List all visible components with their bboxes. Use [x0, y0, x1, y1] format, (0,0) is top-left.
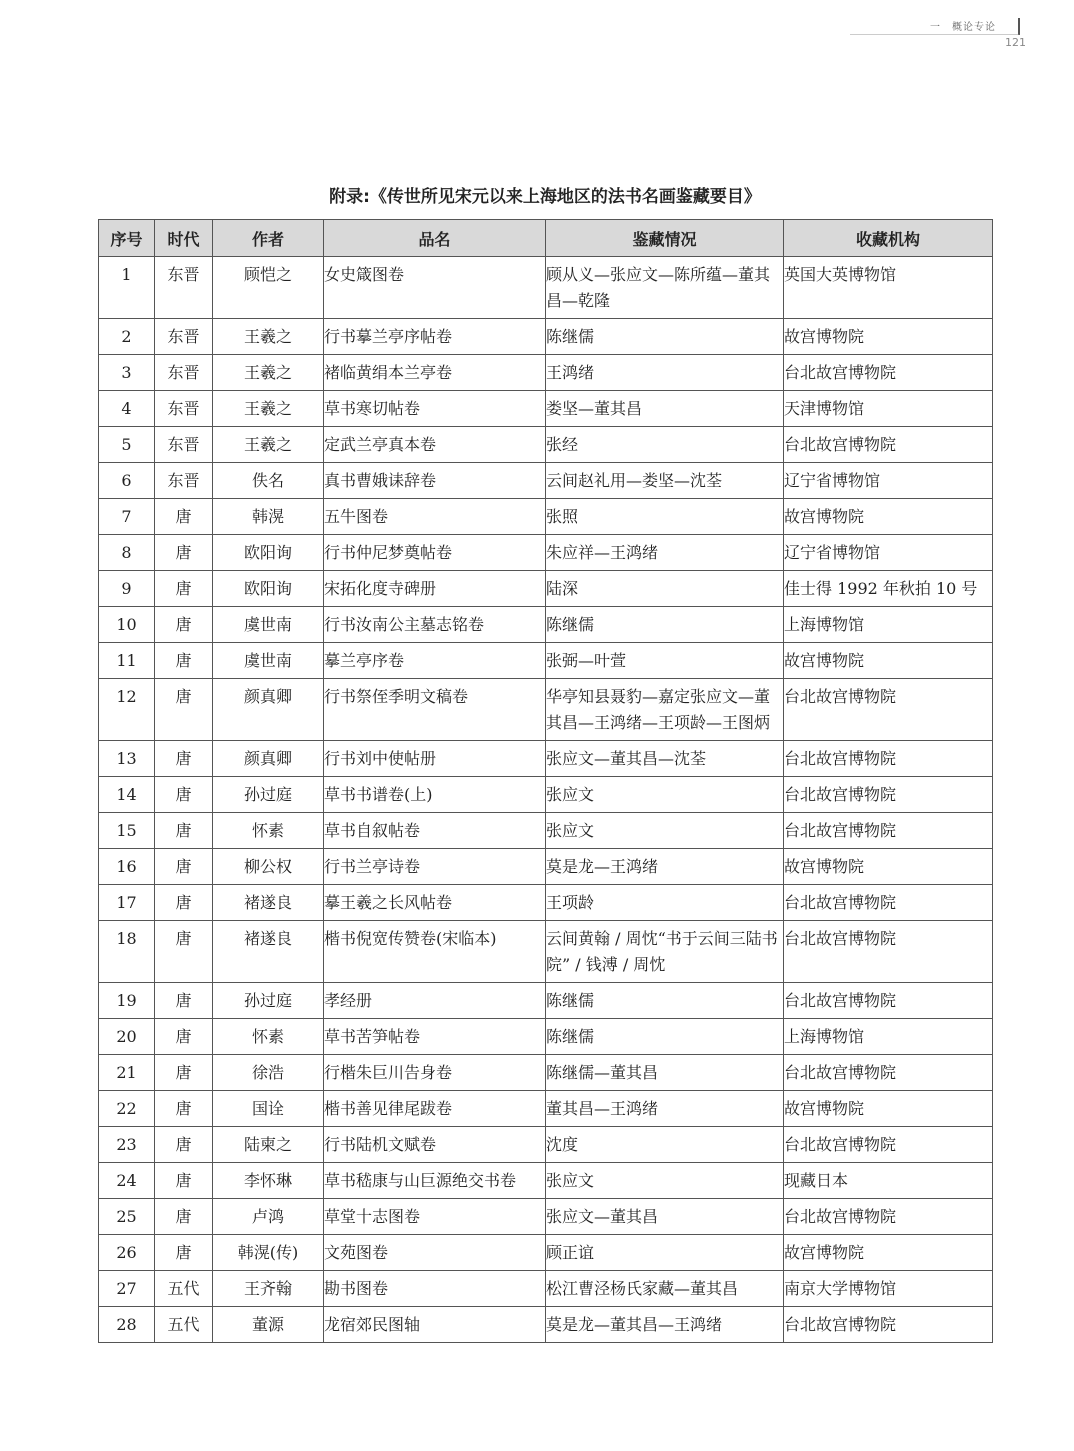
cell-era: 唐 [155, 849, 213, 885]
cell-no: 10 [99, 607, 155, 643]
cell-provenance: 莫是龙—董其昌—王鸿绪 [546, 1307, 784, 1343]
cell-institution: 英国大英博物馆 [784, 257, 993, 319]
cell-institution: 台北故宫博物院 [784, 813, 993, 849]
cell-no: 23 [99, 1127, 155, 1163]
cell-institution: 现藏日本 [784, 1163, 993, 1199]
cell-provenance: 松江曹泾杨氏家藏—董其昌 [546, 1271, 784, 1307]
cell-author: 欧阳询 [213, 571, 324, 607]
cell-provenance: 张应文 [546, 1163, 784, 1199]
column-header-provenance: 鉴藏情况 [546, 220, 784, 257]
cell-era: 唐 [155, 1199, 213, 1235]
cell-provenance: 华亭知县聂豹—嘉定张应文—董其昌—王鸿绪—王项龄—王图炳 [546, 679, 784, 741]
table-row [99, 391, 993, 427]
cell-author: 王羲之 [213, 391, 324, 427]
cell-institution: 上海博物馆 [784, 607, 993, 643]
cell-work: 五牛图卷 [324, 499, 546, 535]
cell-institution: 台北故宫博物院 [784, 1127, 993, 1163]
cell-provenance: 张弼—叶萱 [546, 643, 784, 679]
table-row [99, 1091, 993, 1127]
cell-era: 唐 [155, 1019, 213, 1055]
table-row [99, 1199, 993, 1235]
cell-institution: 台北故宫博物院 [784, 355, 993, 391]
cell-institution: 故宫博物院 [784, 499, 993, 535]
table-row [99, 1127, 993, 1163]
cell-author: 虞世南 [213, 607, 324, 643]
cell-provenance: 张应文 [546, 813, 784, 849]
cell-work: 勘书图卷 [324, 1271, 546, 1307]
cell-no: 19 [99, 983, 155, 1019]
cell-institution: 台北故宫博物院 [784, 885, 993, 921]
cell-no: 21 [99, 1055, 155, 1091]
cell-era: 唐 [155, 885, 213, 921]
cell-author: 褚遂良 [213, 921, 324, 983]
cell-institution: 故宫博物院 [784, 1235, 993, 1271]
cell-no: 25 [99, 1199, 155, 1235]
cell-no: 18 [99, 921, 155, 983]
cell-provenance: 董其昌—王鸿绪 [546, 1091, 784, 1127]
cell-author: 褚遂良 [213, 885, 324, 921]
cell-provenance: 陆深 [546, 571, 784, 607]
cell-era: 唐 [155, 679, 213, 741]
cell-institution: 台北故宫博物院 [784, 777, 993, 813]
table-row [99, 983, 993, 1019]
table-row [99, 813, 993, 849]
cell-no: 9 [99, 571, 155, 607]
section-label: 一 概论专论 [930, 22, 996, 33]
cell-no: 26 [99, 1235, 155, 1271]
cell-provenance: 张应文 [546, 777, 784, 813]
cell-institution: 辽宁省博物馆 [784, 463, 993, 499]
cell-work: 草书寒切帖卷 [324, 391, 546, 427]
cell-work: 宋拓化度寺碑册 [324, 571, 546, 607]
table-row [99, 921, 993, 983]
cell-work: 摹王羲之长风帖卷 [324, 885, 546, 921]
cell-era: 唐 [155, 607, 213, 643]
cell-author: 颜真卿 [213, 741, 324, 777]
cell-provenance: 张应文—董其昌—沈荃 [546, 741, 784, 777]
cell-no: 15 [99, 813, 155, 849]
table-row [99, 885, 993, 921]
cell-provenance: 娄坚—董其昌 [546, 391, 784, 427]
table-row [99, 319, 993, 355]
cell-institution: 台北故宫博物院 [784, 679, 993, 741]
table-row [99, 643, 993, 679]
cell-author: 韩滉 [213, 499, 324, 535]
cell-institution: 天津博物馆 [784, 391, 993, 427]
cell-author: 国诠 [213, 1091, 324, 1127]
cell-provenance: 朱应祥—王鸿绪 [546, 535, 784, 571]
cell-work: 行楷朱巨川告身卷 [324, 1055, 546, 1091]
cell-no: 11 [99, 643, 155, 679]
cell-author: 王羲之 [213, 427, 324, 463]
cell-work: 行书汝南公主墓志铭卷 [324, 607, 546, 643]
cell-no: 22 [99, 1091, 155, 1127]
cell-era: 唐 [155, 1163, 213, 1199]
cell-work: 楷书倪宽传赞卷(宋临本) [324, 921, 546, 983]
cell-era: 唐 [155, 813, 213, 849]
cell-work: 行书刘中使帖册 [324, 741, 546, 777]
cell-provenance: 张应文—董其昌 [546, 1199, 784, 1235]
cell-author: 虞世南 [213, 643, 324, 679]
cell-no: 4 [99, 391, 155, 427]
column-header-author: 作者 [213, 220, 324, 257]
table-row [99, 679, 993, 741]
cell-author: 李怀琳 [213, 1163, 324, 1199]
cell-institution: 故宫博物院 [784, 849, 993, 885]
cell-no: 5 [99, 427, 155, 463]
cell-work: 女史箴图卷 [324, 257, 546, 319]
cell-work: 真书曹娥诔辞卷 [324, 463, 546, 499]
cell-work: 楷书善见律尾跋卷 [324, 1091, 546, 1127]
cell-no: 14 [99, 777, 155, 813]
cell-work: 孝经册 [324, 983, 546, 1019]
cell-work: 草书书谱卷(上) [324, 777, 546, 813]
cell-work: 定武兰亭真本卷 [324, 427, 546, 463]
table-row [99, 571, 993, 607]
table-row [99, 463, 993, 499]
cell-provenance: 张经 [546, 427, 784, 463]
cell-provenance: 云间赵礼用—娄坚—沈荃 [546, 463, 784, 499]
cell-no: 1 [99, 257, 155, 319]
cell-provenance: 莫是龙—王鸿绪 [546, 849, 784, 885]
cell-era: 唐 [155, 1091, 213, 1127]
cell-era: 唐 [155, 921, 213, 983]
table-row [99, 1271, 993, 1307]
cell-author: 徐浩 [213, 1055, 324, 1091]
cell-provenance: 陈继儒 [546, 983, 784, 1019]
table-row [99, 257, 993, 319]
cell-era: 唐 [155, 643, 213, 679]
cell-no: 12 [99, 679, 155, 741]
cell-provenance: 王项龄 [546, 885, 784, 921]
table-row [99, 607, 993, 643]
cell-no: 16 [99, 849, 155, 885]
cell-no: 27 [99, 1271, 155, 1307]
cell-institution: 南京大学博物馆 [784, 1271, 993, 1307]
cell-era: 唐 [155, 1055, 213, 1091]
cell-no: 8 [99, 535, 155, 571]
cell-author: 怀素 [213, 1019, 324, 1055]
cell-no: 2 [99, 319, 155, 355]
table-row [99, 777, 993, 813]
cell-work: 龙宿郊民图轴 [324, 1307, 546, 1343]
column-header-institution: 收藏机构 [784, 220, 993, 257]
cell-work: 行书仲尼梦奠帖卷 [324, 535, 546, 571]
column-header-work: 品名 [324, 220, 546, 257]
table-row [99, 1019, 993, 1055]
cell-era: 唐 [155, 741, 213, 777]
cell-author: 柳公权 [213, 849, 324, 885]
cell-no: 17 [99, 885, 155, 921]
cell-author: 顾恺之 [213, 257, 324, 319]
cell-institution: 辽宁省博物馆 [784, 535, 993, 571]
cell-author: 陆柬之 [213, 1127, 324, 1163]
cell-institution: 佳士得 1992 年秋拍 10 号 [784, 571, 993, 607]
cell-institution: 台北故宫博物院 [784, 921, 993, 983]
table-row [99, 741, 993, 777]
table-row [99, 499, 993, 535]
table-row [99, 1235, 993, 1271]
table-row [99, 1163, 993, 1199]
cell-provenance: 沈度 [546, 1127, 784, 1163]
cell-author: 卢鸿 [213, 1199, 324, 1235]
collection-table [98, 219, 993, 1343]
cell-provenance: 云间黄翰 / 周忱“书于云间三陆书院” / 钱溥 / 周忱 [546, 921, 784, 983]
cell-author: 欧阳询 [213, 535, 324, 571]
cell-work: 行书祭侄季明文稿卷 [324, 679, 546, 741]
cell-provenance: 陈继儒 [546, 607, 784, 643]
cell-work: 文苑图卷 [324, 1235, 546, 1271]
cell-work: 摹兰亭序卷 [324, 643, 546, 679]
cell-era: 唐 [155, 571, 213, 607]
cell-author: 怀素 [213, 813, 324, 849]
cell-provenance: 陈继儒 [546, 319, 784, 355]
cell-provenance: 顾从义—张应文—陈所蕴—董其昌—乾隆 [546, 257, 784, 319]
cell-no: 6 [99, 463, 155, 499]
header-rule [850, 34, 1018, 35]
cell-era: 唐 [155, 777, 213, 813]
cell-no: 20 [99, 1019, 155, 1055]
cell-era: 五代 [155, 1271, 213, 1307]
cell-no: 24 [99, 1163, 155, 1199]
cell-era: 唐 [155, 1235, 213, 1271]
table-body [99, 257, 993, 1343]
page-number: 121 [1005, 36, 1026, 49]
cell-no: 7 [99, 499, 155, 535]
cell-institution: 故宫博物院 [784, 643, 993, 679]
cell-author: 颜真卿 [213, 679, 324, 741]
cell-institution: 台北故宫博物院 [784, 741, 993, 777]
cell-author: 孙过庭 [213, 777, 324, 813]
cell-author: 王羲之 [213, 319, 324, 355]
cell-era: 东晋 [155, 257, 213, 319]
cell-work: 行书摹兰亭序帖卷 [324, 319, 546, 355]
cell-work: 草堂十志图卷 [324, 1199, 546, 1235]
cell-institution: 故宫博物院 [784, 319, 993, 355]
cell-provenance: 顾正谊 [546, 1235, 784, 1271]
cell-author: 孙过庭 [213, 983, 324, 1019]
cell-institution: 台北故宫博物院 [784, 1055, 993, 1091]
cell-institution: 台北故宫博物院 [784, 1307, 993, 1343]
cell-work: 草书嵇康与山巨源绝交书卷 [324, 1163, 546, 1199]
cell-era: 唐 [155, 1127, 213, 1163]
cell-provenance: 王鸿绪 [546, 355, 784, 391]
cell-era: 唐 [155, 535, 213, 571]
cell-era: 东晋 [155, 391, 213, 427]
table-row [99, 1055, 993, 1091]
cell-no: 28 [99, 1307, 155, 1343]
cell-era: 东晋 [155, 319, 213, 355]
page-title: 附录:《传世所见宋元以来上海地区的法书名画鉴藏要目》 [329, 187, 761, 207]
cell-author: 王齐翰 [213, 1271, 324, 1307]
column-header-no: 序号 [99, 220, 155, 257]
column-header-era: 时代 [155, 220, 213, 257]
cell-work: 褚临黄绢本兰亭卷 [324, 355, 546, 391]
cell-institution: 上海博物馆 [784, 1019, 993, 1055]
cell-provenance: 张照 [546, 499, 784, 535]
cell-work: 草书苦笋帖卷 [324, 1019, 546, 1055]
cell-no: 3 [99, 355, 155, 391]
cell-author: 佚名 [213, 463, 324, 499]
table-row [99, 427, 993, 463]
cell-era: 五代 [155, 1307, 213, 1343]
cell-author: 韩滉(传) [213, 1235, 324, 1271]
table-row [99, 535, 993, 571]
cell-work: 行书兰亭诗卷 [324, 849, 546, 885]
cell-era: 东晋 [155, 355, 213, 391]
cell-work: 行书陆机文赋卷 [324, 1127, 546, 1163]
table-header-row [99, 220, 993, 257]
cell-provenance: 陈继儒 [546, 1019, 784, 1055]
table-row [99, 1307, 993, 1343]
cell-work: 草书自叙帖卷 [324, 813, 546, 849]
cell-institution: 台北故宫博物院 [784, 983, 993, 1019]
cell-era: 东晋 [155, 463, 213, 499]
cell-author: 王羲之 [213, 355, 324, 391]
table-row [99, 849, 993, 885]
cell-institution: 台北故宫博物院 [784, 427, 993, 463]
cell-era: 唐 [155, 499, 213, 535]
cell-author: 董源 [213, 1307, 324, 1343]
cell-institution: 台北故宫博物院 [784, 1199, 993, 1235]
cell-era: 唐 [155, 983, 213, 1019]
cell-institution: 故宫博物院 [784, 1091, 993, 1127]
table-row [99, 355, 993, 391]
cell-provenance: 陈继儒—董其昌 [546, 1055, 784, 1091]
cell-no: 13 [99, 741, 155, 777]
cell-era: 东晋 [155, 427, 213, 463]
